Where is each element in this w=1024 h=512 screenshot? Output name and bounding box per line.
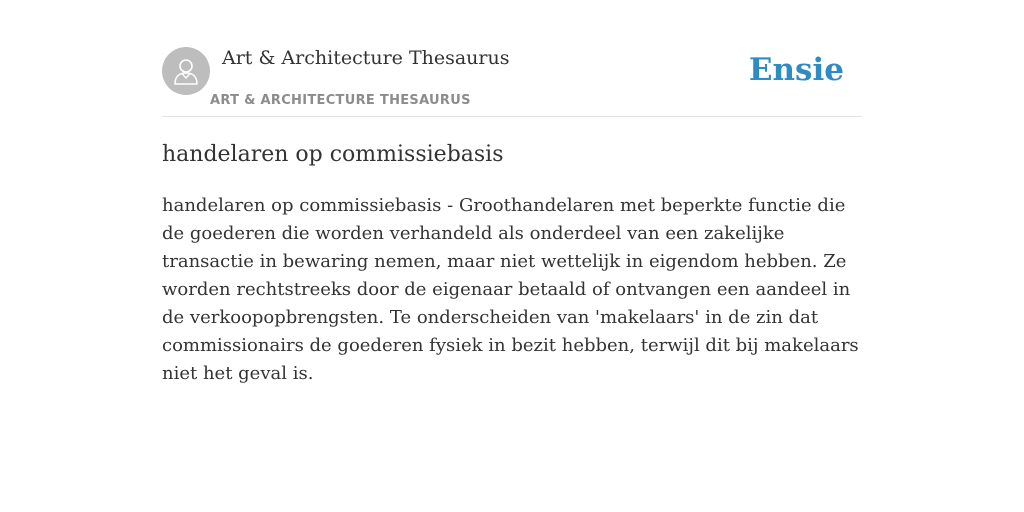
author-name[interactable]: Art & Architecture Thesaurus bbox=[222, 47, 510, 69]
entry-header bbox=[162, 0, 862, 117]
user-icon bbox=[173, 57, 199, 85]
author-avatar[interactable] bbox=[162, 47, 210, 95]
entry-title: handelaren op commissiebasis bbox=[162, 142, 504, 167]
source-label[interactable]: ART & ARCHITECTURE THESAURUS bbox=[210, 93, 471, 108]
entry-definition: handelaren op commissiebasis - Groothandelaren met beperkte functie die de goederen die worden verhandeld als onderdeel van een zakelijke transactie in bewaring nemen, maar niet wettelijk in eigendom hebben. Ze worden rechtstreeks door de eigenaar betaald of ontvangen een aandeel in de verkoopopbrengsten. Te onderscheiden van 'makelaars' in de zin dat commissionairs de goederen fysiek in bezit hebben, terwijl dit bij makelaars niet het geval is. bbox=[162, 195, 859, 384]
ensie-logo-link[interactable]: Ensie bbox=[748, 52, 844, 88]
page-container bbox=[162, 0, 862, 512]
